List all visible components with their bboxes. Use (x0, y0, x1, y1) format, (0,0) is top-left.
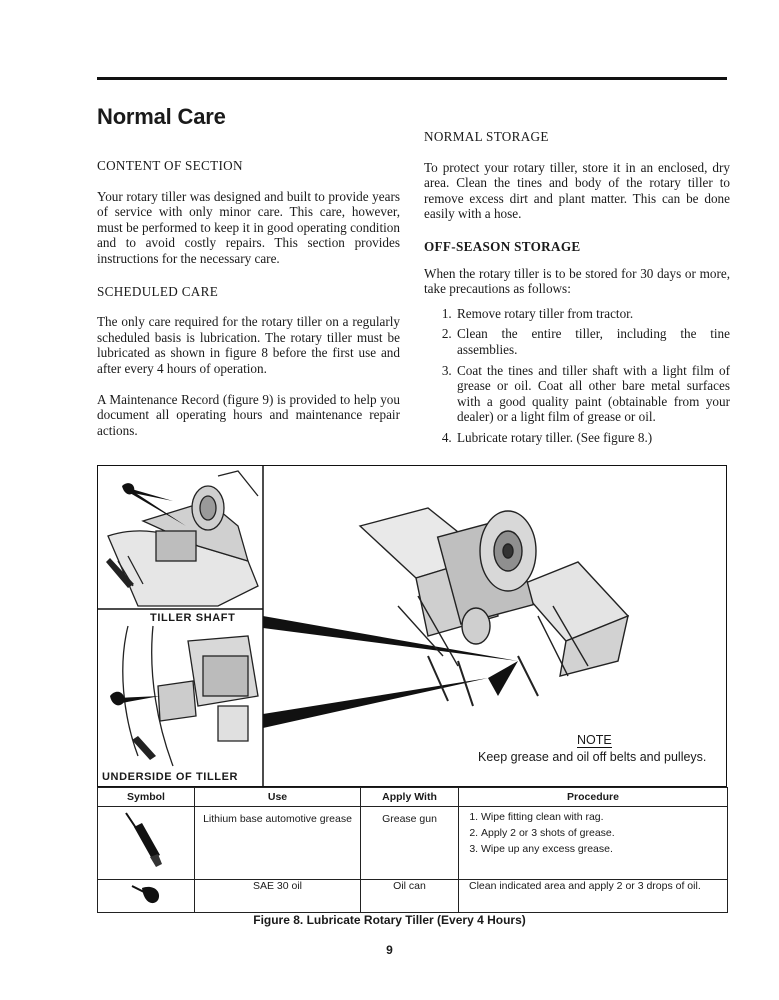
symbol-cell (98, 807, 195, 880)
table-row (98, 880, 728, 913)
note-heading: NOTE (577, 733, 612, 747)
procedure-cell: Clean indicated area and apply 2 or 3 drops of oil. (459, 880, 728, 913)
left-column (97, 158, 400, 455)
figure-caption: Figure 8. Lubricate Rotary Tiller (Every 4 Hours) (253, 913, 526, 927)
offseason-step: 2. Clean the entire tiller, including the tine assemblies. (455, 326, 730, 357)
offseason-step: 3. Coat the tines and tiller shaft with a light film of grease or oil. Coat all other bare metal surfaces with a good quality paint (obtainable from your dealer) or a light film of grease or oil. (455, 363, 730, 425)
procedure-step: 2. Apply 2 or 3 shots of grease. (481, 827, 727, 839)
grease-gun-icon (116, 807, 176, 871)
header-apply-with: Apply With (361, 788, 459, 807)
page-title: Normal Care (97, 104, 226, 129)
header-use: Use (195, 788, 361, 807)
use-cell: Lithium base automotive grease (195, 807, 361, 880)
record-paragraph: A Maintenance Record (figure 9) is provided to help you document all operating hours and maintenance repair actions. (97, 391, 400, 438)
offseason-step: 4. Lubricate rotary tiller. (See figure 8.) (455, 430, 730, 446)
tiller-shaft-label: TILLER SHAFT (150, 612, 236, 624)
storage-paragraph: To protect your rotary tiller, store it in an enclosed, dry area. Clean the tines and body of the rotary tiller to remove excess dirt and plant matter. This can be done easily with a hose. (424, 159, 730, 222)
right-column (424, 129, 730, 451)
lubrication-figure (97, 465, 727, 787)
header-rule (97, 77, 727, 80)
use-cell: SAE 30 oil (195, 880, 361, 913)
table-row (98, 807, 728, 880)
content-paragraph: Your rotary tiller was designed and built to provide years of service with only minor care. This care, however, must be performed to keep it in good operating condition and to avoid costly repairs. This section provides instructions for the necessary care. (97, 188, 400, 266)
grease-gun-icon (122, 483, 134, 494)
oil-can-icon (126, 880, 166, 908)
lubrication-table (97, 787, 728, 913)
oil-can-icon (110, 692, 124, 706)
page-number: 9 (386, 943, 393, 957)
offseason-step: 1. Remove rotary tiller from tractor. (455, 306, 730, 322)
content-heading: CONTENT OF SECTION (97, 158, 243, 173)
storage-heading: NORMAL STORAGE (424, 129, 549, 144)
note-text: Keep grease and oil off belts and pulleys. (478, 750, 707, 764)
header-procedure: Procedure (459, 788, 728, 807)
tiller-illustration (98, 466, 728, 788)
table-header-row (98, 788, 728, 807)
symbol-cell (98, 880, 195, 913)
underside-label: UNDERSIDE OF TILLER (102, 771, 239, 783)
offseason-steps (424, 306, 730, 446)
offseason-heading: OFF-SEASON STORAGE (424, 238, 581, 254)
procedure-cell (459, 807, 728, 880)
scheduled-paragraph: The only care required for the rotary tiller on a regularly scheduled basis is lubrication. The rotary tiller must be lubricated as shown in figure 8 before the first use and after every 4 hours of operation. (97, 314, 400, 376)
procedure-step: 1. Wipe fitting clean with rag. (481, 811, 727, 823)
scheduled-heading: SCHEDULED CARE (97, 283, 219, 299)
header-symbol: Symbol (98, 788, 195, 807)
apply-with-cell: Oil can (361, 880, 459, 913)
apply-with-cell: Grease gun (361, 807, 459, 880)
offseason-paragraph: When the rotary tiller is to be stored for 30 days or more, take precautions as follows: (424, 265, 730, 297)
procedure-step: 3. Wipe up any excess grease. (481, 843, 727, 855)
